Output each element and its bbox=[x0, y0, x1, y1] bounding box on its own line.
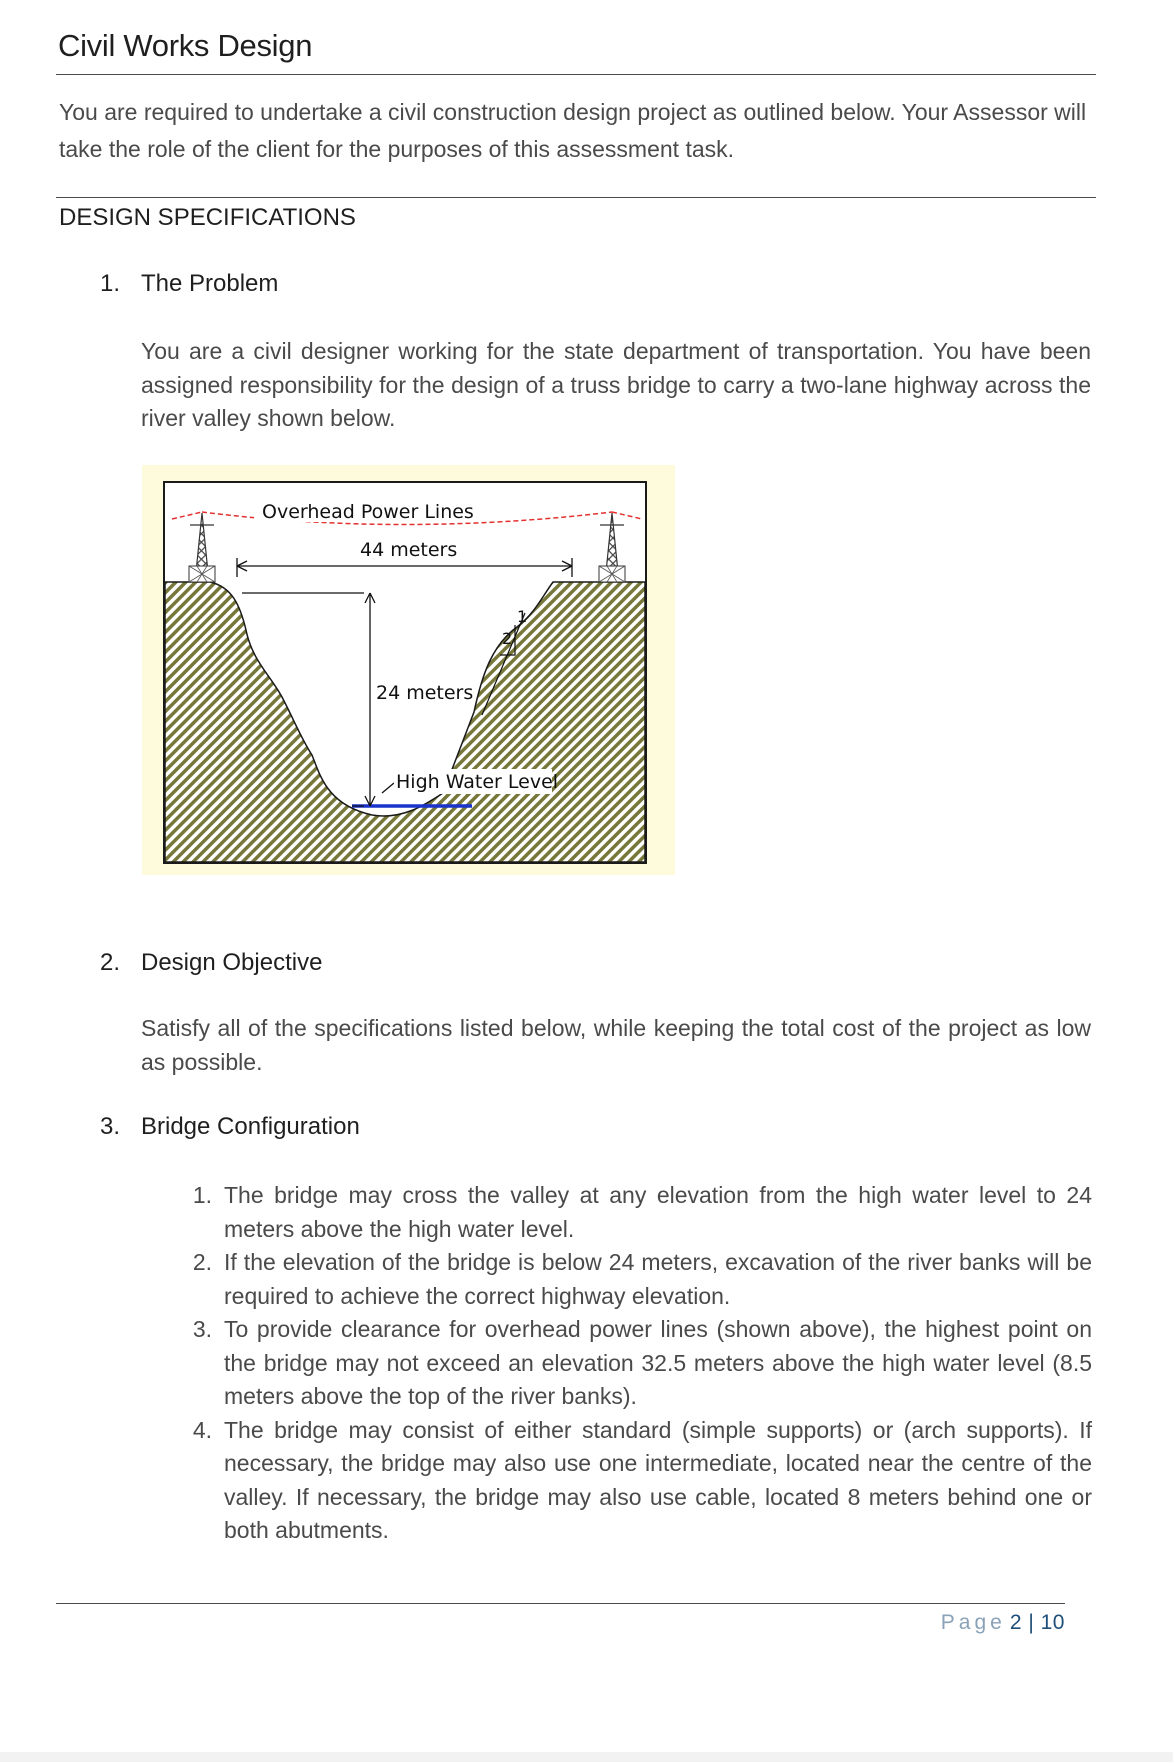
section-3-number: 3. bbox=[100, 1113, 121, 1140]
section-1-number: 1. bbox=[100, 270, 121, 297]
list-item-text: If the elevation of the bridge is below 24 meters, excavation of the river banks will be required to achieve the correct highway elevation. bbox=[224, 1249, 1092, 1309]
page-label: Page bbox=[940, 1611, 1006, 1634]
section-divider bbox=[56, 197, 1096, 198]
section-heading: DESIGN SPECIFICATIONS bbox=[59, 204, 356, 231]
page-count: 2 | 10 bbox=[1009, 1611, 1065, 1634]
slope-rise-label: 2 bbox=[502, 629, 513, 648]
list-item-number: 3. bbox=[192, 1316, 212, 1342]
section-2-body: Satisfy all of the specifications listed below, while keeping the total cost of the project as low as possible. bbox=[141, 1015, 1091, 1075]
span-label: 44 meters bbox=[360, 539, 458, 561]
list-item-number: 2. bbox=[192, 1249, 212, 1275]
slope-run-label: 1 bbox=[517, 607, 528, 626]
list-item bbox=[192, 1414, 1092, 1548]
list-item-text: The bridge may consist of either standard (simple supports) or (arch supports). If necessary, the bridge may also use one intermediate, located near the centre of the valley. If necessary, the bridge may also use cable, located 8 meters behind one or both abutments. bbox=[224, 1416, 1092, 1543]
section-1-body: You are a civil designer working for the state department of transportation. You have been assigned responsibility for the design of a truss bridge to carry a two-lane highway across the river valley shown below. bbox=[141, 338, 1091, 431]
list-item-number: 1. bbox=[192, 1182, 212, 1208]
list-item bbox=[192, 1179, 1092, 1246]
title-divider bbox=[56, 74, 1096, 75]
intro-paragraph: You are required to undertake a civil construction design project as outlined below. Your Assessor will take the role of the client for the purposes of this assessment task. bbox=[59, 99, 1087, 162]
power-lines-label: Overhead Power Lines bbox=[262, 501, 474, 523]
list-item-text: The bridge may cross the valley at any elevation from the high water level to 24 meters above the high water level. bbox=[224, 1182, 1092, 1242]
river-valley-diagram bbox=[142, 465, 675, 875]
list-item bbox=[192, 1313, 1092, 1414]
section-2-title: Design Objective bbox=[141, 949, 323, 976]
section-3-title: Bridge Configuration bbox=[141, 1113, 360, 1140]
list-item-text: To provide clearance for overhead power lines (shown above), the highest point on the bridge may not exceed an elevation 32.5 meters above the high water level (8.5 meters above the top of the river banks). bbox=[224, 1316, 1092, 1409]
list-item-number: 4. bbox=[192, 1416, 212, 1443]
section-1-title: The Problem bbox=[141, 270, 279, 297]
depth-label: 24 meters bbox=[376, 682, 474, 704]
water-level-label: High Water Level bbox=[396, 771, 559, 793]
footer-divider bbox=[56, 1603, 1065, 1604]
list-item bbox=[192, 1246, 1092, 1313]
configuration-list bbox=[192, 1179, 1092, 1548]
document-title: Civil Works Design bbox=[58, 28, 313, 63]
section-2-number: 2. bbox=[100, 949, 121, 976]
page-bottom-band bbox=[0, 1752, 1173, 1762]
page-number bbox=[941, 1611, 1065, 1635]
